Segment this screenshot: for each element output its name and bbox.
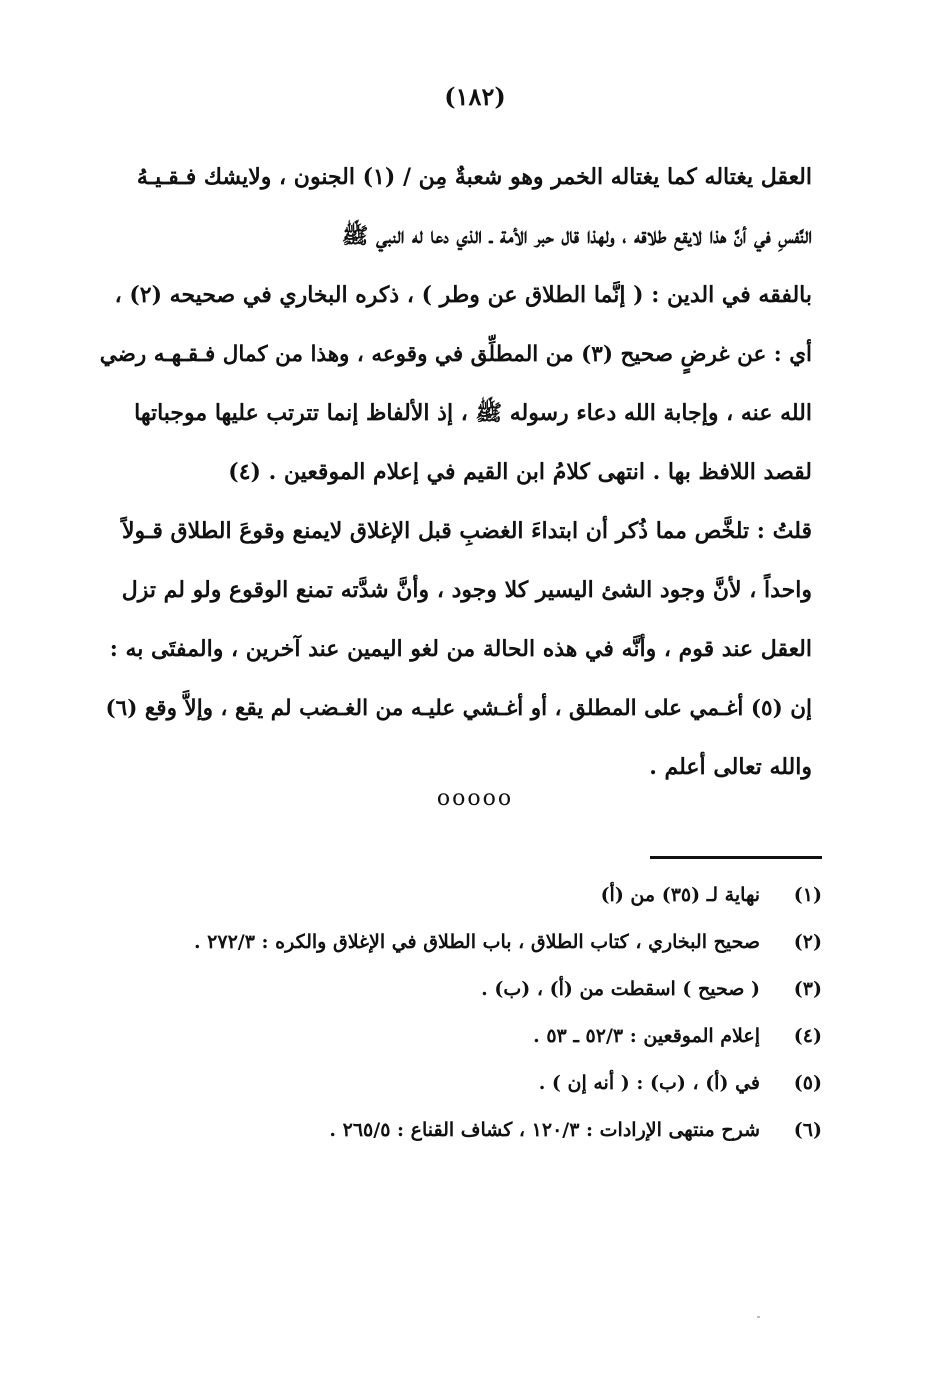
scan-speck xyxy=(757,1316,760,1318)
body-line: قلتُ : تلخَّص مما ذُكر أن ابتداءَ الغضبِ قبل الإغلاق لايمنع وقوعَ الطلاق قـولاً xyxy=(121,518,812,544)
body-text xyxy=(100,148,812,797)
footnote-text: نهاية لـ (٣٥) من (أ) xyxy=(600,884,760,906)
body-line: والله تعالى أعلم . xyxy=(649,754,812,780)
footnote-number: (١) xyxy=(793,884,822,906)
footnote-item xyxy=(100,1072,822,1119)
footnote-text: في (أ) ، (ب) : ( أنه إن ) . xyxy=(538,1072,760,1094)
footnote-text: ( صحيح ) اسقطت من (أ) ، (ب) . xyxy=(481,978,760,1000)
body-line: النَّفسِ في أنَّ هذا لايقع طلاقه ، ولهذا قال حبر الأمة ـ الذي دعا له النبي ﷺ xyxy=(341,223,812,249)
body-line: لقصد اللافظ بها . انتهى كلامُ ابن القيم في إعلام الموقعين . (٤) xyxy=(228,459,812,485)
footnote-number: (٥) xyxy=(793,1072,822,1094)
body-line: أي : عن غرضٍ صحيح (٣) من المطلِّق في وقوعه ، وهذا من كمال فـقـهـه رضي xyxy=(100,342,812,367)
footnote-item xyxy=(100,1025,822,1072)
body-line: واحداً ، لأنَّ وجود الشئ اليسير كلا وجود ، وأنَّ شدَّته تمنع الوقوع ولو لم تزل xyxy=(121,577,812,603)
footnote-number: (٤) xyxy=(793,1025,822,1047)
page-number: (١٨٢) xyxy=(444,82,506,111)
footnote-divider xyxy=(650,856,822,859)
footnote-text: شرح منتهى الإرادات : ١٢٠/٣ ، كشاف القناع : ٢٦٥/٥ . xyxy=(329,1119,760,1141)
footnote-number: (٦) xyxy=(793,1119,822,1141)
footnote-text: صحيح البخاري ، كتاب الطلاق ، باب الطلاق في الإغلاق والكره : ٢٧٢/٣ . xyxy=(193,931,760,953)
body-line: الله عنه ، وإجابة الله دعاء رسوله ﷺ ، إذ الألفاظ إنما تترتب عليها موجباتها xyxy=(134,400,812,426)
footnote-number: (٢) xyxy=(793,931,822,953)
separator-ornament: ooooo xyxy=(436,786,514,811)
footnote-item xyxy=(100,1119,822,1166)
footnote-item xyxy=(100,931,822,978)
body-line: إن (٥) أغـمي على المطلق ، أو أغـشي عليـه من الغـضب لم يقع ، وإلاَّ وقع (٦) xyxy=(105,696,812,721)
body-line: العقل عند قوم ، وأنَّه في هذه الحالة من لغو اليمين عند آخرين ، والمفتَى به : xyxy=(109,636,812,662)
body-line: بالفقه في الدين : ( إنَّما الطلاق عن وطر ) ، ذكره البخاري في صحيحه (٢) ، xyxy=(114,282,812,308)
footnote-text: إعلام الموقعين : ٥٢/٣ ـ ٥٣ . xyxy=(533,1025,760,1047)
footnote-item xyxy=(100,884,822,931)
footnote-item xyxy=(100,978,822,1025)
footnotes xyxy=(100,884,822,1166)
footnote-number: (٣) xyxy=(793,978,822,1000)
body-line: العقل يغتاله كما يغتاله الخمر وهو شعبةٌ مِن / (١) الجنون ، ولايشك فـقـيـهُ xyxy=(136,164,812,190)
